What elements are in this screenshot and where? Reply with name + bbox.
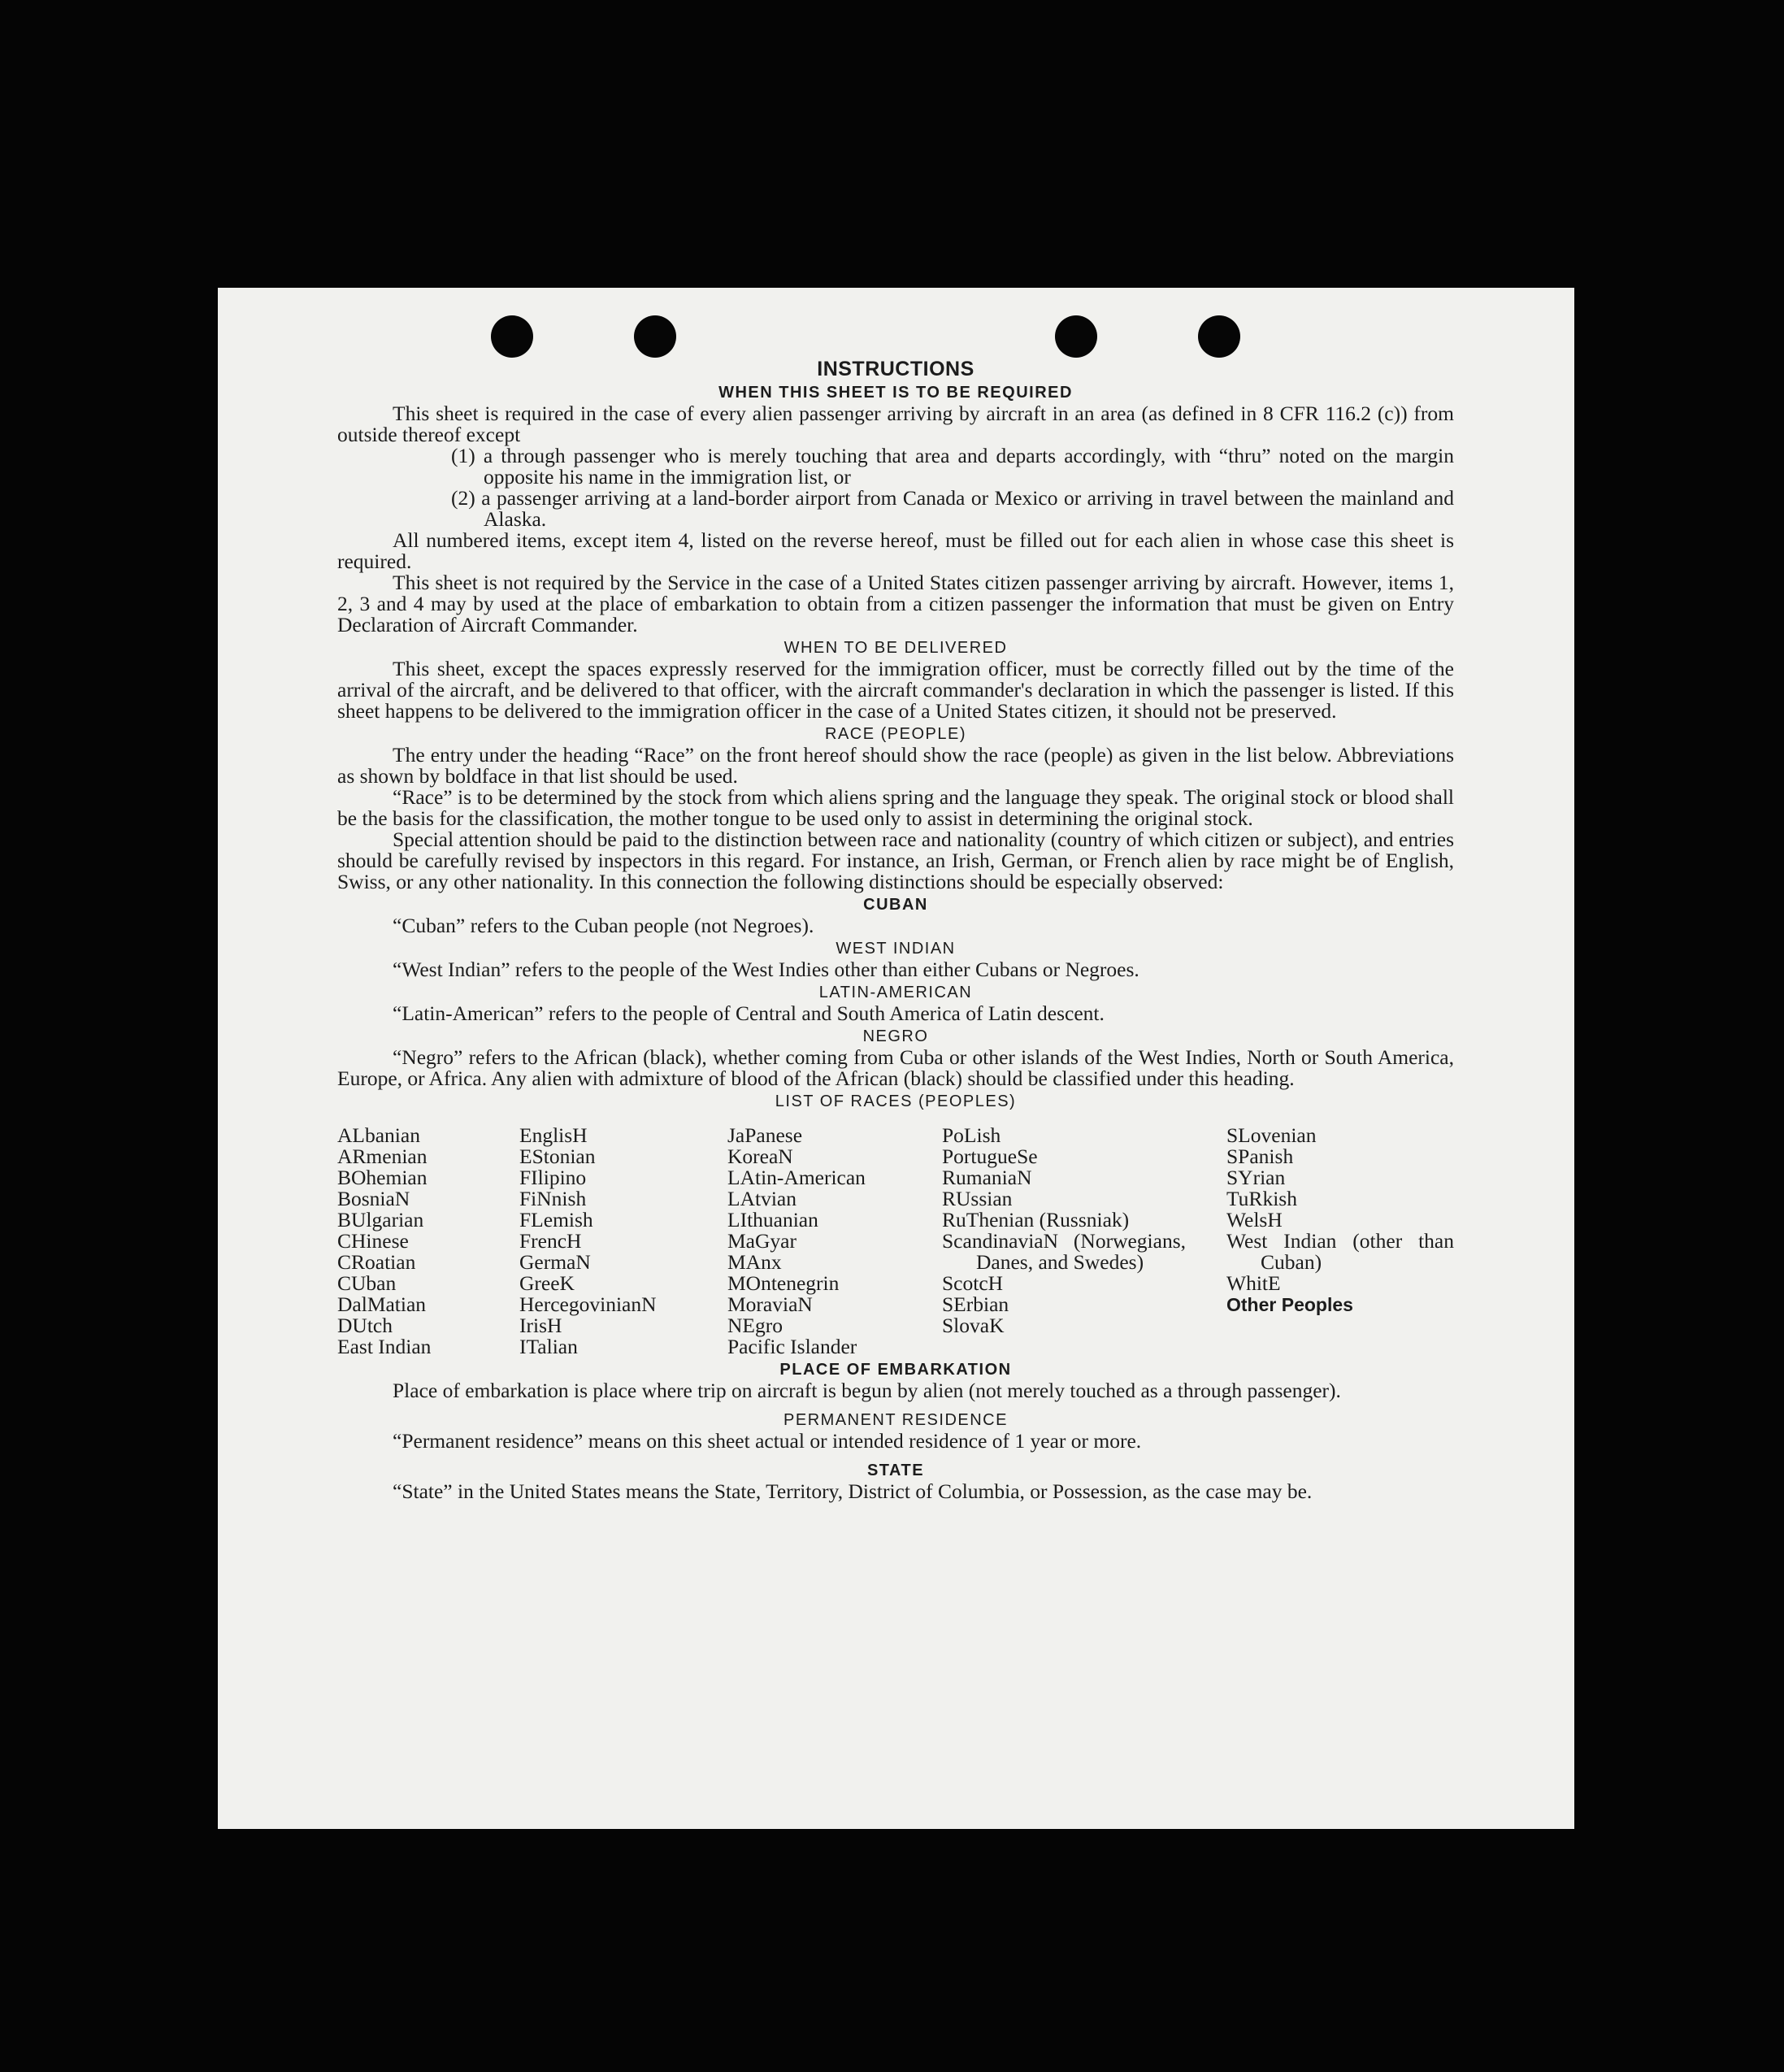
paragraph: “West Indian” refers to the people of the West Indies other than either Cubans or Negroes. [393, 958, 1139, 981]
race-entry: LIthuanian [727, 1208, 818, 1231]
races-column [727, 1125, 942, 1357]
races-column [1226, 1125, 1454, 1357]
race-entry: FrencH [519, 1229, 582, 1253]
race-entry: HercegovinianN [519, 1292, 657, 1316]
race-entry: GreeK [519, 1271, 575, 1295]
race-entry: RuThenian (Russniak) [942, 1208, 1130, 1231]
race-entry: RUssian [942, 1187, 1013, 1210]
section-heading-negro: NEGRO [862, 1027, 929, 1045]
race-entry: GermaN [519, 1250, 591, 1274]
race-entry: LAtin-American [727, 1166, 866, 1189]
race-entry: ITalian [519, 1335, 578, 1358]
paragraph: Special attention should be paid to the distinction between race and nationality (country of which citizen or subject), and entries should be carefully revised by inspectors in this regard. For instance, an Irish, German, or French alien by race might be of English, Swiss, or any other nationality. In this connection the following distinctions should be especially observed: [337, 827, 1454, 893]
paragraph: This sheet is not required by the Service in the case of a United States citizen passenger arriving by aircraft. However, items 1, 2, 3 and 4 may by used at the place of embarkation to obtain from a citizen passenger the information that must be given on Entry Declaration of Aircraft Commander. [337, 571, 1454, 636]
race-entry: MOntenegrin [727, 1271, 840, 1295]
race-entry: JaPanese [727, 1123, 803, 1147]
race-entry: DUtch [337, 1314, 393, 1337]
race-entry: Pacific Islander [727, 1335, 857, 1358]
race-entry: ALbanian [337, 1123, 420, 1147]
race-entry: BOhemian [337, 1166, 428, 1189]
race-entry: MoraviaN [727, 1292, 813, 1316]
paragraph: “Permanent residence” means on this sheet actual or intended residence of 1 year or more. [393, 1429, 1142, 1453]
instructions-content [337, 358, 1454, 1502]
race-entry: FLemish [519, 1208, 593, 1231]
race-entry: ScotcH [942, 1271, 1004, 1295]
race-entry: EnglisH [519, 1123, 588, 1147]
section-heading-required: WHEN THIS SHEET IS TO BE REQUIRED [718, 384, 1073, 402]
race-entry: MaGyar [727, 1229, 797, 1253]
race-entry: CUban [337, 1271, 397, 1295]
paragraph: Place of embarkation is place where trip on aircraft is begun by alien (not merely touched as a through passenger). [393, 1379, 1341, 1402]
race-entry: ARmenian [337, 1145, 428, 1168]
punch-hole [634, 315, 676, 358]
paragraph: All numbered items, except item 4, listed on the reverse hereof, must be filled out for each alien in whose case this sheet is required. [337, 528, 1454, 573]
paragraph: The entry under the heading “Race” on the front hereof should show the race (people) as given in the list below. Abbreviations as shown by boldface in that list should be used. [337, 743, 1454, 788]
list-item: (1) a through passenger who is merely touching that area and departs accordingly, with “thru” noted on the margin opposite his name in the immigration list, or [451, 444, 1454, 489]
race-entry: BosniaN [337, 1187, 410, 1210]
section-heading-latin-american: LATIN-AMERICAN [818, 984, 973, 1001]
race-entry: SlovaK [942, 1314, 1005, 1337]
race-entry: FiNnish [519, 1187, 587, 1210]
race-entry: CHinese [337, 1229, 409, 1253]
race-entry: SYrian [1226, 1166, 1286, 1189]
race-entry: LAtvian [727, 1187, 797, 1210]
race-entry: FIlipino [519, 1166, 587, 1189]
paragraph: This sheet, except the spaces expressly reserved for the immigration officer, must be correctly filled out by the time of the arrival of the aircraft, and be delivered to that officer, with the aircraft commander's declaration in which the passenger is listed. If this sheet happens to be delivered to the immigration officer in the case of a United States citizen, it should not be preserved. [337, 657, 1454, 723]
punch-hole [491, 315, 533, 358]
section-heading-west-indian: WEST INDIAN [836, 940, 956, 958]
races-list [337, 1125, 1454, 1357]
race-entry: MAnx [727, 1250, 782, 1274]
races-column [519, 1125, 727, 1357]
race-entry: SPanish [1226, 1145, 1294, 1168]
race-entry: SErbian [942, 1292, 1009, 1316]
race-entry: KoreaN [727, 1145, 793, 1168]
race-entry: BUlgarian [337, 1208, 424, 1231]
list-item: (2) a passenger arriving at a land-border airport from Canada or Mexico or arriving in travel between the mainland and Alaska. [451, 486, 1454, 531]
race-entry: WelsH [1226, 1208, 1283, 1231]
section-heading-list: LIST OF RACES (PEOPLES) [775, 1092, 1017, 1110]
race-entry: ScandinaviaN (Norwegians, Danes, and Swedes) [942, 1229, 1186, 1274]
section-heading-race: RACE (PEOPLE) [825, 725, 966, 743]
race-entry: East Indian [337, 1335, 432, 1358]
section-heading-cuban: CUBAN [863, 896, 928, 914]
race-entry: Other Peoples [1226, 1294, 1353, 1315]
race-entry: SLovenian [1226, 1123, 1317, 1147]
race-entry: EStonian [519, 1145, 596, 1168]
paragraph: “Latin-American” refers to the people of Central and South America of Latin descent. [393, 1001, 1105, 1025]
paragraph: “State” in the United States means the State, Territory, District of Columbia, or Possession, as the case may be. [393, 1479, 1313, 1503]
page-title: INSTRUCTIONS [817, 358, 974, 380]
document-sheet [218, 288, 1574, 1829]
race-entry: IrisH [519, 1314, 562, 1337]
race-entry: West Indian (other than Cuban) [1226, 1229, 1454, 1274]
section-heading-embarkation: PLACE OF EMBARKATION [779, 1361, 1012, 1379]
race-entry: WhitE [1226, 1271, 1281, 1295]
races-column [942, 1125, 1186, 1357]
race-entry: RumaniaN [942, 1166, 1032, 1189]
punch-hole [1055, 315, 1097, 358]
section-heading-delivered: WHEN TO BE DELIVERED [783, 639, 1008, 657]
race-entry: PortugueSe [942, 1145, 1038, 1168]
races-column [337, 1125, 519, 1357]
race-entry: TuRkish [1226, 1187, 1297, 1210]
paragraph: “Race” is to be determined by the stock from which aliens spring and the language they speak. The original stock or blood shall be the basis for the classification, the mother tongue to be used only to assist in determining the original stock. [337, 785, 1454, 830]
race-entry: DalMatian [337, 1292, 427, 1316]
paragraph: “Cuban” refers to the Cuban people (not Negroes). [393, 914, 814, 937]
punch-hole [1198, 315, 1240, 358]
paragraph: This sheet is required in the case of every alien passenger arriving by aircraft in an area (as defined in 8 CFR 116.2 (c)) from outside thereof except [337, 402, 1454, 446]
race-entry: NEgro [727, 1314, 783, 1337]
race-entry: PoLish [942, 1123, 1001, 1147]
paragraph: “Negro” refers to the African (black), whether coming from Cuba or other islands of the West Indies, North or South America, Europe, or Africa. Any alien with admixture of blood of the African (black) should be classified under this heading. [337, 1045, 1454, 1090]
race-entry: CRoatian [337, 1250, 416, 1274]
section-heading-residence: PERMANENT RESIDENCE [783, 1411, 1008, 1429]
section-heading-state: STATE [866, 1462, 925, 1479]
